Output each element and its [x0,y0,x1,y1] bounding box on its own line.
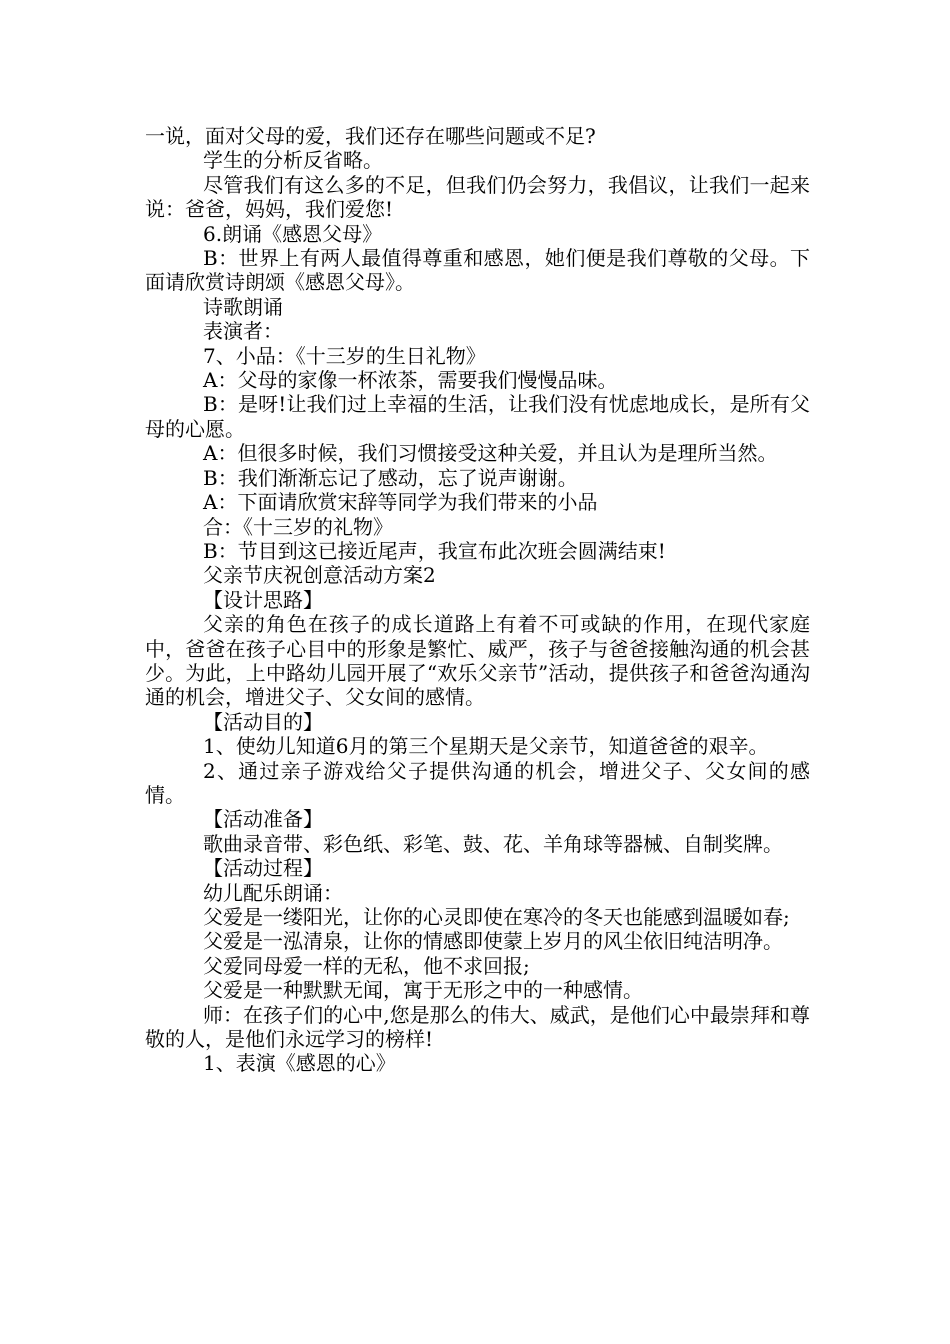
paragraph: A：下面请欣赏宋辞等同学为我们带来的小品 [203,490,598,515]
section-heading: 【活动目的】 [203,709,323,734]
paragraph: B：世界上有两人最值得尊重和感恩，她们便是我们尊敬的父母。下面请欣赏诗朗颂《感恩父母》。 [145,246,810,295]
paragraph: 父爱是一缕阳光，让你的心灵即使在寒冷的冬天也能感到温暖如春; [203,905,790,929]
paragraph: B：节目到这已接近尾声，我宣布此次班会圆满结束! [203,538,666,563]
paragraph: 2、通过亲子游戏给父子提供沟通的机会，增进父子、父女间的感情。 [145,758,810,807]
section-title: 父亲节庆祝创意活动方案2 [203,563,436,588]
paragraph: A：但很多时候，我们习惯接受这种关爱，并且认为是理所当然。 [203,441,778,466]
paragraph: 父亲的角色在孩子的成长道路上有着不可或缺的作用，在现代家庭中，爸爸在孩子心目中的形象是繁忙、威严，孩子与爸爸接触沟通的机会甚少。为此，上中路幼儿园开展了“欢乐父亲节”活动，提供孩子和爸爸沟通沟通的机会，增进父子、父女间的感情。 [145,612,810,710]
paragraph: A：父母的家像一杯浓茶，需要我们慢慢品味。 [203,368,618,393]
paragraph: 尽管我们有这么多的不足，但我们仍会努力，我倡议，让我们一起来说：爸爸，妈妈，我们爱您! [145,172,810,222]
paragraph: 7、小品：《十三岁的生日礼物》 [203,343,486,368]
paragraph: 1、表演《感恩的心》 [203,1051,396,1076]
paragraph: 父爱是一泓清泉，让你的情感即使蒙上岁月的风尘依旧纯洁明净。 [203,929,783,954]
section-heading: 【设计思路】 [203,587,323,612]
paragraph: 父爱是一种默默无闻，寓于无形之中的一种感情。 [203,978,643,1003]
paragraph: 学生的分析反省略。 [203,148,383,173]
paragraph: 表演者： [203,319,283,344]
paragraph: B：我们渐渐忘记了感动，忘了说声谢谢。 [203,465,578,490]
paragraph: 师：在孩子们的心中,您是那么的伟大、威武，是他们心中最崇拜和尊敬的人，是他们永远学习的榜样! [145,1002,810,1052]
paragraph: B：是呀!让我们过上幸福的生活，让我们没有忧虑地成长，是所有父母的心愿。 [145,392,810,441]
paragraph: 诗歌朗诵 [203,294,283,319]
paragraph: 6.朗诵《感恩父母》 [203,221,383,246]
section-heading: 【活动过程】 [203,856,323,881]
section-heading: 【活动准备】 [203,807,323,832]
paragraph: 合：《十三岁的礼物》 [203,514,393,539]
document-body [145,124,810,1076]
paragraph: 一说，面对父母的爱，我们还存在哪些问题或不足? [145,124,596,148]
paragraph: 父爱同母爱一样的无私，他不求回报; [203,953,530,978]
paragraph: 1、使幼儿知道6月的第三个星期天是父亲节，知道爸爸的艰辛。 [203,734,769,759]
paragraph: 幼儿配乐朗诵： [203,880,343,905]
paragraph: 歌曲录音带、彩色纸、彩笔、鼓、花、羊角球等器械、自制奖牌。 [203,831,783,856]
